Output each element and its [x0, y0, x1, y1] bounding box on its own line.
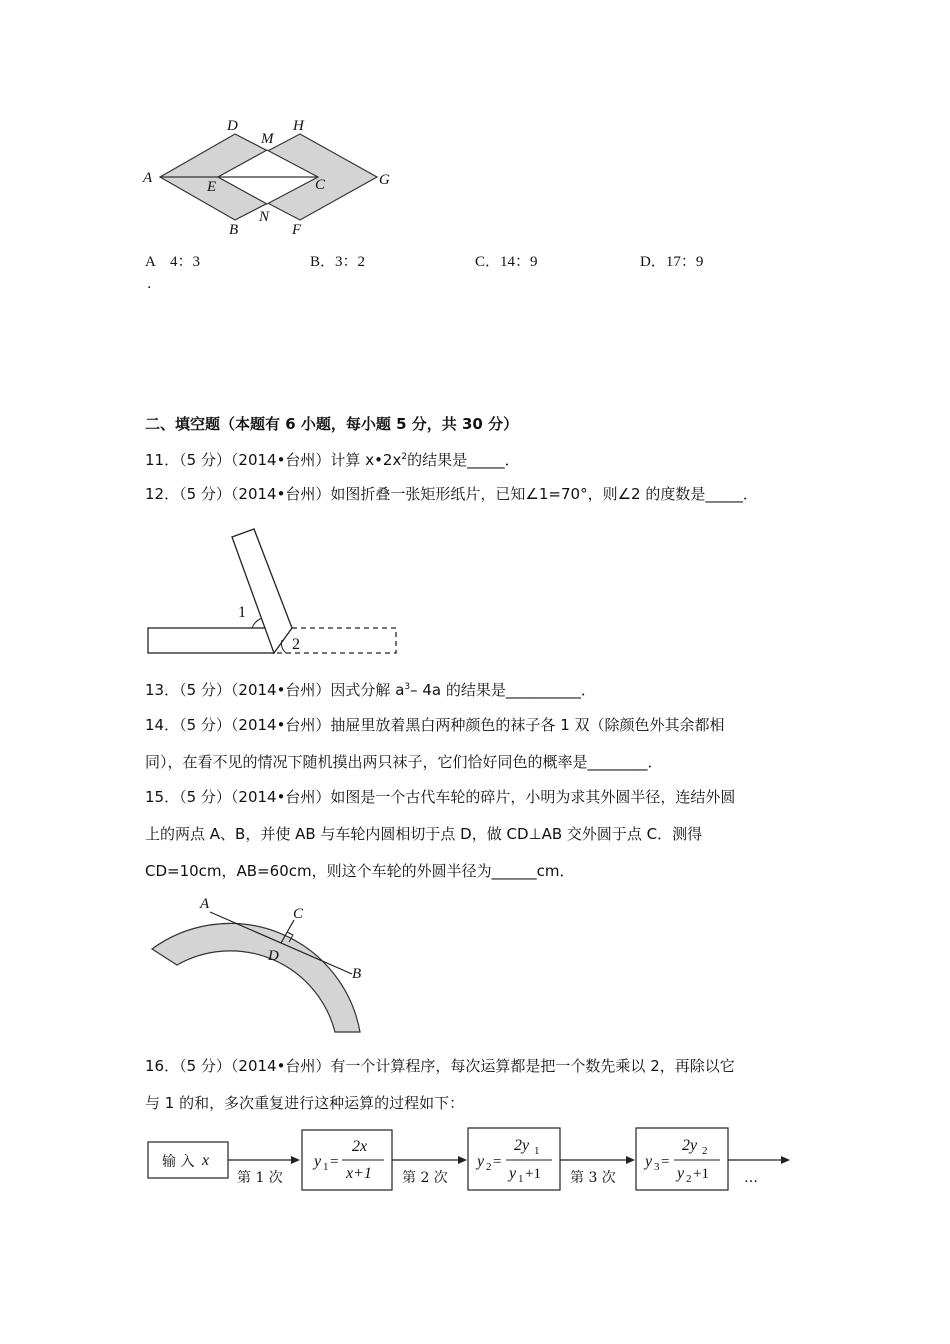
box3-lhs-sub: 3: [654, 1161, 660, 1173]
q11-exponent: 2: [401, 452, 408, 462]
question-14-line-2: 同），在看不见的情况下随机摸出两只袜子，它们恰好同色的概率是________．: [145, 753, 663, 771]
label-n: N: [259, 209, 270, 225]
box2-den: y: [509, 1165, 517, 1182]
label-c: C: [293, 906, 304, 922]
section-heading: 二、填空题（本题有 6 小题，每小题 5 分，共 30 分）: [145, 415, 519, 433]
angle-2-label: 2: [292, 636, 300, 653]
box2-lhs-sub: 2: [486, 1161, 492, 1173]
box1-eq: =: [330, 1154, 339, 1170]
angle-1-label: 1: [238, 604, 246, 621]
box2-den-plus: +1: [525, 1166, 541, 1182]
angle-1-arc: [252, 618, 262, 628]
step-1-label: 第 1 次: [237, 1170, 283, 1186]
option-d: D．17：9: [640, 254, 704, 270]
question-15-line-3: CD=10cm，AB=60cm，则这个车轮的外圆半径为______cm．: [145, 862, 575, 880]
q13-suffix: – 4a 的结果是__________．: [410, 681, 596, 699]
question-12: 12．（5 分）（2014•台州）如图折叠一张矩形纸片，已知∠1=70°，则∠2 的度数是_____．: [145, 485, 758, 503]
label-d: D: [227, 118, 238, 134]
strip-folded: [232, 529, 292, 653]
step-3-label: 第 3 次: [570, 1170, 616, 1186]
label-e: E: [207, 179, 217, 195]
q13-exponent: 3: [404, 682, 411, 692]
label-b: B: [229, 222, 239, 238]
question-15-line-2: 上的两点 A、B，并使 AB 与车轮内圆相切于点 D，做 CD⊥AB 交外圆于点 C．测得: [145, 825, 703, 843]
option-b: B．3：2: [310, 254, 366, 270]
label-f: F: [292, 222, 302, 238]
arrow-3-head: [626, 1156, 635, 1164]
q11-prefix: 11．（5 分）（2014•台州）计算 x•2x: [145, 451, 402, 469]
question-16-line-1: 16．（5 分）（2014•台州）有一个计算程序，每次运算都是把一个数先乘以 2，再除以它: [145, 1057, 735, 1075]
arrow-2-head: [458, 1156, 467, 1164]
question-13: [145, 679, 596, 700]
arrow-1-head: [291, 1156, 300, 1164]
question-15-line-1: 15．（5 分）（2014•台州）如图是一个古代车轮的碎片，小明为求其外圆半径，连结外圆: [145, 788, 736, 806]
q11-suffix: 的结果是_____．: [407, 451, 520, 469]
input-label: 输 入: [162, 1154, 195, 1170]
label-d: D: [268, 948, 279, 964]
box2-lhs: y: [477, 1153, 485, 1170]
box1-lhs-sub: 1: [323, 1161, 329, 1173]
box3-num: 2y: [682, 1137, 698, 1154]
box3-num-sub: 2: [702, 1145, 708, 1157]
box1-den: x+1: [346, 1165, 372, 1182]
label-g: G: [379, 172, 390, 188]
rhombus-figure: [135, 110, 405, 245]
box2-num-sub: 1: [534, 1145, 540, 1157]
folded-strip-figure: [140, 525, 410, 660]
strip-horizontal: [148, 628, 274, 653]
box2-den-sub: 1: [518, 1173, 524, 1185]
question-14-line-1: 14．（5 分）（2014•台州）抽屉里放着黑白两种颜色的袜子各 1 双（除颜色外其余都相: [145, 716, 725, 734]
box3-eq: =: [661, 1154, 670, 1170]
label-c: C: [315, 177, 326, 193]
trailing-dot: .: [147, 276, 152, 292]
box3-den: y: [677, 1165, 685, 1182]
step-2-label: 第 2 次: [402, 1170, 448, 1186]
box2-eq: =: [493, 1154, 502, 1170]
label-a: A: [200, 896, 210, 912]
ellipsis: …: [744, 1170, 758, 1186]
input-var: x: [202, 1152, 210, 1169]
option-c: C．14：9: [475, 254, 538, 270]
label-h: H: [293, 118, 304, 134]
box3-den-plus: +1: [693, 1166, 709, 1182]
box3-lhs: y: [645, 1153, 653, 1170]
label-a: A: [143, 170, 153, 186]
label-m: M: [261, 131, 274, 147]
box2-num: 2y: [514, 1137, 530, 1154]
question-11: [145, 449, 520, 470]
question-16-line-2: 与 1 的和，多次重复进行这种运算的过程如下：: [145, 1094, 465, 1112]
option-a: A 4：3: [145, 254, 201, 270]
ring-sector: [152, 923, 360, 1032]
box3-den-sub: 2: [686, 1173, 692, 1185]
box1-lhs: y: [314, 1153, 322, 1170]
flow-diagram: [140, 1120, 800, 1205]
q13-prefix: 13．（5 分）（2014•台州）因式分解 a: [145, 681, 405, 699]
arrow-4-head: [781, 1156, 790, 1164]
wheel-fragment-figure: [140, 892, 380, 1037]
box1-num: 2x: [352, 1138, 368, 1155]
label-b: B: [352, 966, 362, 982]
